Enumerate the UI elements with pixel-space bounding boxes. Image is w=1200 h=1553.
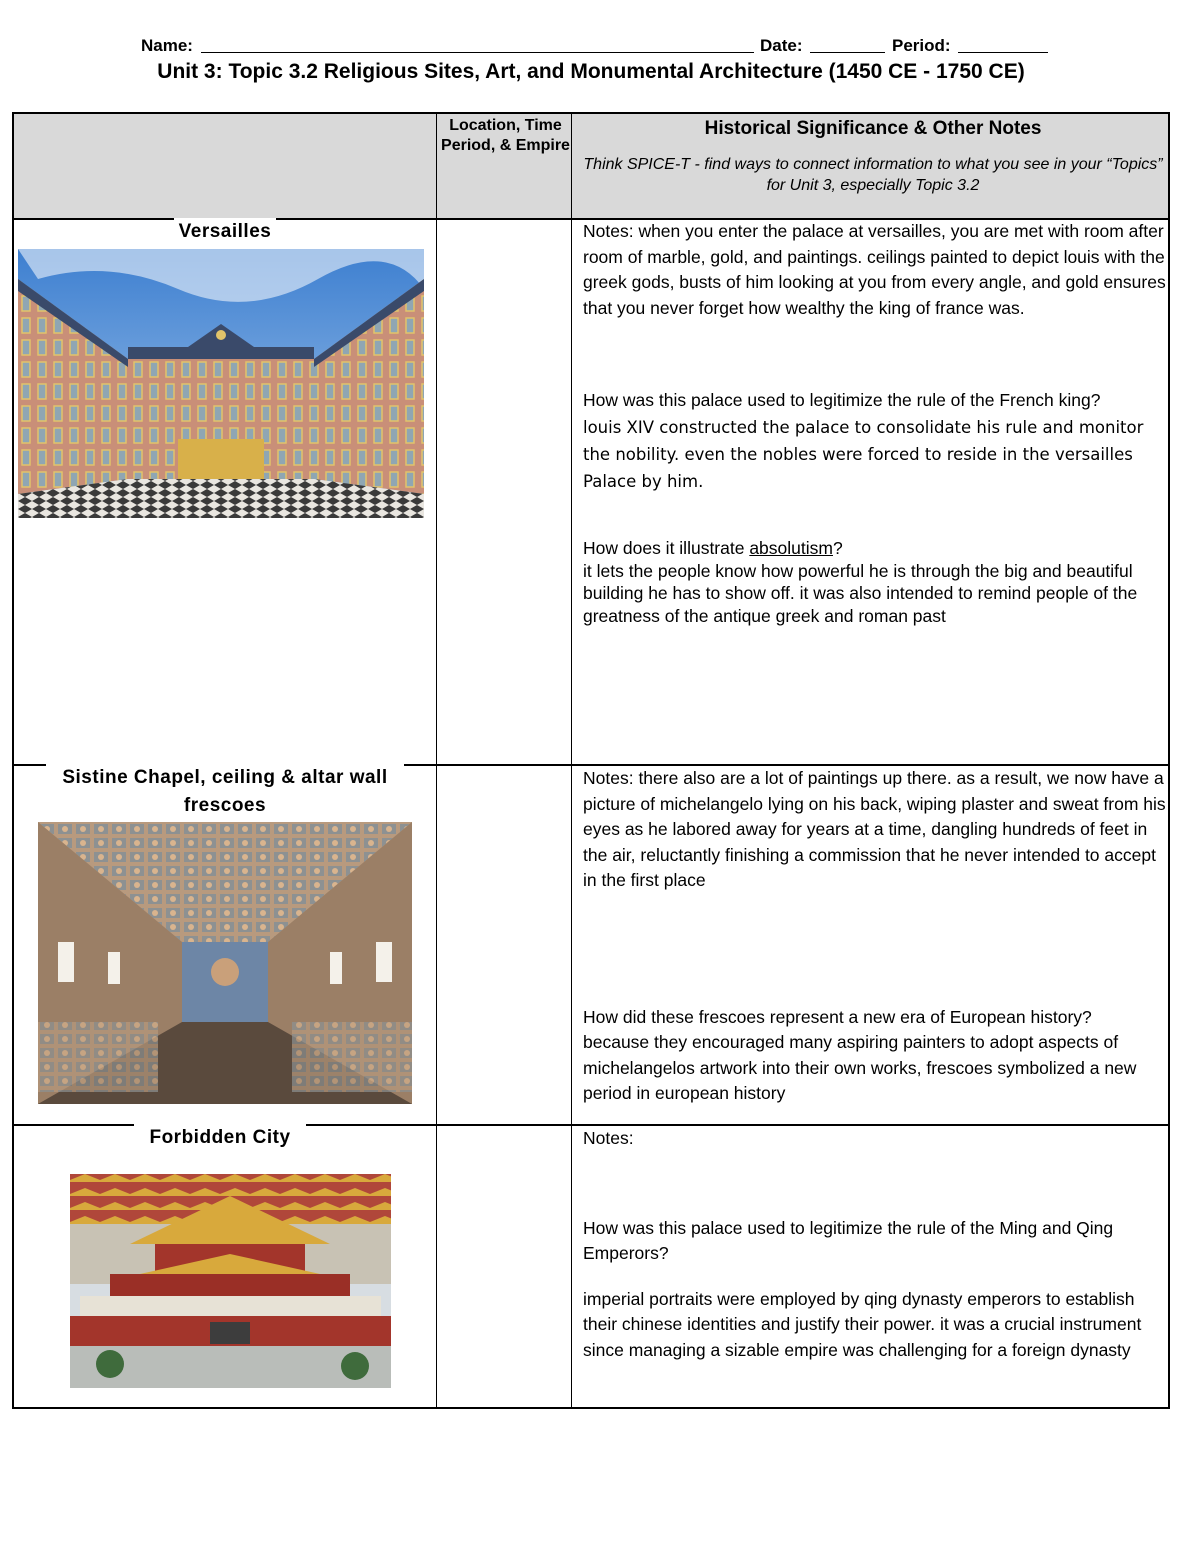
forbidden-city-notes-text: Notes: <box>583 1128 634 1148</box>
versailles-notes <box>583 219 1167 627</box>
column-header-historical-subtitle: Think SPICE-T - find ways to connect information to what you see in your “Topics” for Unit 3, especially Topic 3.2 <box>583 156 1163 194</box>
column-divider <box>436 114 437 1407</box>
site-title-forbidden-city: Forbidden City <box>134 1124 306 1152</box>
name-field[interactable] <box>201 36 754 53</box>
versailles-question-legitimize: How was this palace used to legitimize the rule of the French king? <box>583 390 1101 410</box>
versailles-palace-photo <box>18 249 424 518</box>
notes-table <box>12 112 1170 1409</box>
column-divider <box>571 114 572 1407</box>
column-header-historical-title: Historical Significance & Other Notes <box>704 118 1042 139</box>
forbidden-city-notes <box>583 1126 1167 1363</box>
versailles-answer-absolutism: it lets the people know how powerful he is through the big and beautiful building he has to show off. it was also intended to remind people of the greatness of the antique greek and roman past <box>583 560 1138 626</box>
page-title: Unit 3: Topic 3.2 Religious Sites, Art, and Monumental Architecture (1450 CE - 1750 CE) <box>157 60 1025 83</box>
period-field[interactable] <box>958 36 1048 53</box>
sistine-notes-text: Notes: there also are a lot of paintings up there. as a result, we now have a picture of michelangelo lying on his back, wiping plaster and sweat from his eyes as he labored away for years at a time, dangling hundreds of feet in the air, reluctantly finishing a commission that he never intended to accept in the first place <box>583 768 1166 890</box>
forbidden-city-question-legitimize: How was this palace used to legitimize the rule of the Ming and Qing Emperors? <box>583 1217 1114 1263</box>
versailles-answer-legitimize: louis XIV constructed the palace to consolidate his rule and monitor the nobility. even the nobles were forced to reside in the versailles Palace by him. <box>583 417 1144 491</box>
date-field[interactable] <box>810 36 885 53</box>
forbidden-city-answer-legitimize: imperial portraits were employed by qing dynasty emperors to establish their chinese identities and justify their power. it was a crucial instrument since managing a sizable empire was challenging for a foreign dynasty <box>583 1288 1142 1360</box>
name-label: Name: <box>141 36 193 55</box>
sistine-question-new-era: How did these frescoes represent a new era of European history? <box>583 1006 1092 1027</box>
period-label: Period: <box>892 36 951 55</box>
site-title-sistine-chapel: Sistine Chapel, ceiling & altar wall frescoes <box>46 764 404 820</box>
column-header-historical <box>574 116 1172 196</box>
sistine-chapel-photo <box>38 822 412 1104</box>
versailles-notes-text: Notes: when you enter the palace at versailles, you are met with room after room of marble, gold, and paintings. ceilings painted to depict louis with the greek gods, busts of him looking at you from every angle, and gold ensures that you never forget how wealthy the king of france was. <box>583 221 1166 318</box>
column-header-location: Location, Time Period, & Empire <box>441 117 570 154</box>
sistine-notes <box>583 766 1167 1107</box>
versailles-question-absolutism: How does it illustrate absolutism? <box>583 537 843 558</box>
sistine-answer-new-era: because they encouraged many aspiring painters to adopt aspects of michelangelos artwork into their own works, frescoes symbolized a new period in european history <box>583 1032 1137 1103</box>
site-title-versailles: Versailles <box>174 218 276 246</box>
date-label: Date: <box>760 36 803 55</box>
absolutism-term: absolutism <box>749 537 833 558</box>
forbidden-city-photo <box>70 1174 391 1388</box>
